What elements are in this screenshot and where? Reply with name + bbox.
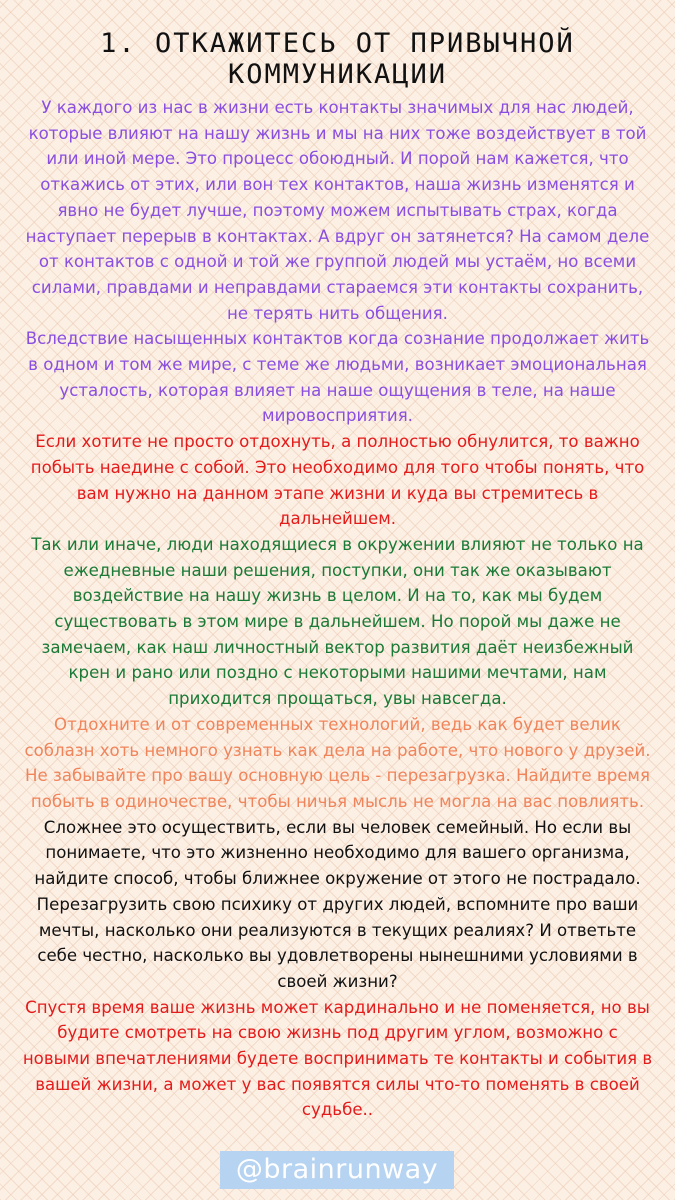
article-body <box>0 95 675 1123</box>
page-title: 1. ОТКАЖИТЕСЬ ОТ ПРИВЫЧНОЙ КОММУНИКАЦИИ <box>100 28 575 90</box>
author-handle-badge: @brainrunway <box>220 1151 454 1189</box>
paragraph-family: Сложнее это осуществить, если вы человек семейный. Но если вы понимаете, что это жизненно необходимо для вашего организма, найдите способ, чтобы ближнее окружение от этого не пострадало. Перезагрузить свою психику от других людей, вспомните про ваши мечты, насколько они реализуются в текущих реалиях? И ответьте себе честно, насколько вы удовлетворены нынешними условиями в своей жизни? <box>34 817 641 991</box>
paragraph-be-alone: Если хотите не просто отдохнуть, а полностью обнулится, то важно побыть наедине с собой. Это необходимо для того чтобы понять, что вам нужно на данном этапе жизни и куда вы стремитесь в дальнейшем. <box>30 432 645 529</box>
paragraph-technology-rest: Отдохните и от современных технологий, ведь как будет велик соблазн хоть немного узнать как дела на работе, что нового у друзей. Не забывайте про вашу основную цель - перезагрузка. Найдите время побыть в одиночестве, чтобы ничья мысль не могла на вас повлиять. <box>24 714 651 811</box>
paragraph-environment-influence: Так или иначе, люди находящиеся в окружении влияют не только на ежедневные наши решения, поступки, они так же оказывают воздействие на нашу жизнь в целом. И на то, как мы будем существовать в этом мире в дальнейшем. Но порой мы даже не замечаем, как наш личностный вектор развития даёт неизбежный крен и рано или поздно с некоторыми нашими мечтами, нам приходится прощаться, увы навсегда. <box>31 534 644 709</box>
paragraph-conclusion: Спустя время ваше жизнь может кардинально и не поменяется, но вы будите смотреть на свою жизнь под другим углом, возможно с новыми впечатлениями будете воспринимать те контакты и события в вашей жизни, а может у вас появятся силы что-то поменять в своей судьбе.. <box>22 997 653 1120</box>
paragraph-emotional-fatigue: Вследствие насыщенных контактов когда сознание продолжает жить в одном и том же мире, с теме же людьми, возникает эмоциональная усталость, которая влияет на наше ощущения в теле, на наше мировосприятия. <box>25 329 650 426</box>
paragraph-contacts: У каждого из нас в жизни есть контакты значимых для нас людей, которые влияют на нашу жизнь и мы на них тоже воздействует в той или иной мере. Это процесс обоюдный. И порой нам кажется, что откажись от этих, или вон тех контактов, наша жизнь изменятся и явно не будет лучше, поэтому можем испытывать страх, когда наступает перерыв в контактах. А вдруг он затянется? На самом деле от контактов с одной и той же группой людей мы устаём, но всеми силами, правдами и неправдами стараемся эти контакты сохранить, не терять нить общения. <box>25 98 650 323</box>
